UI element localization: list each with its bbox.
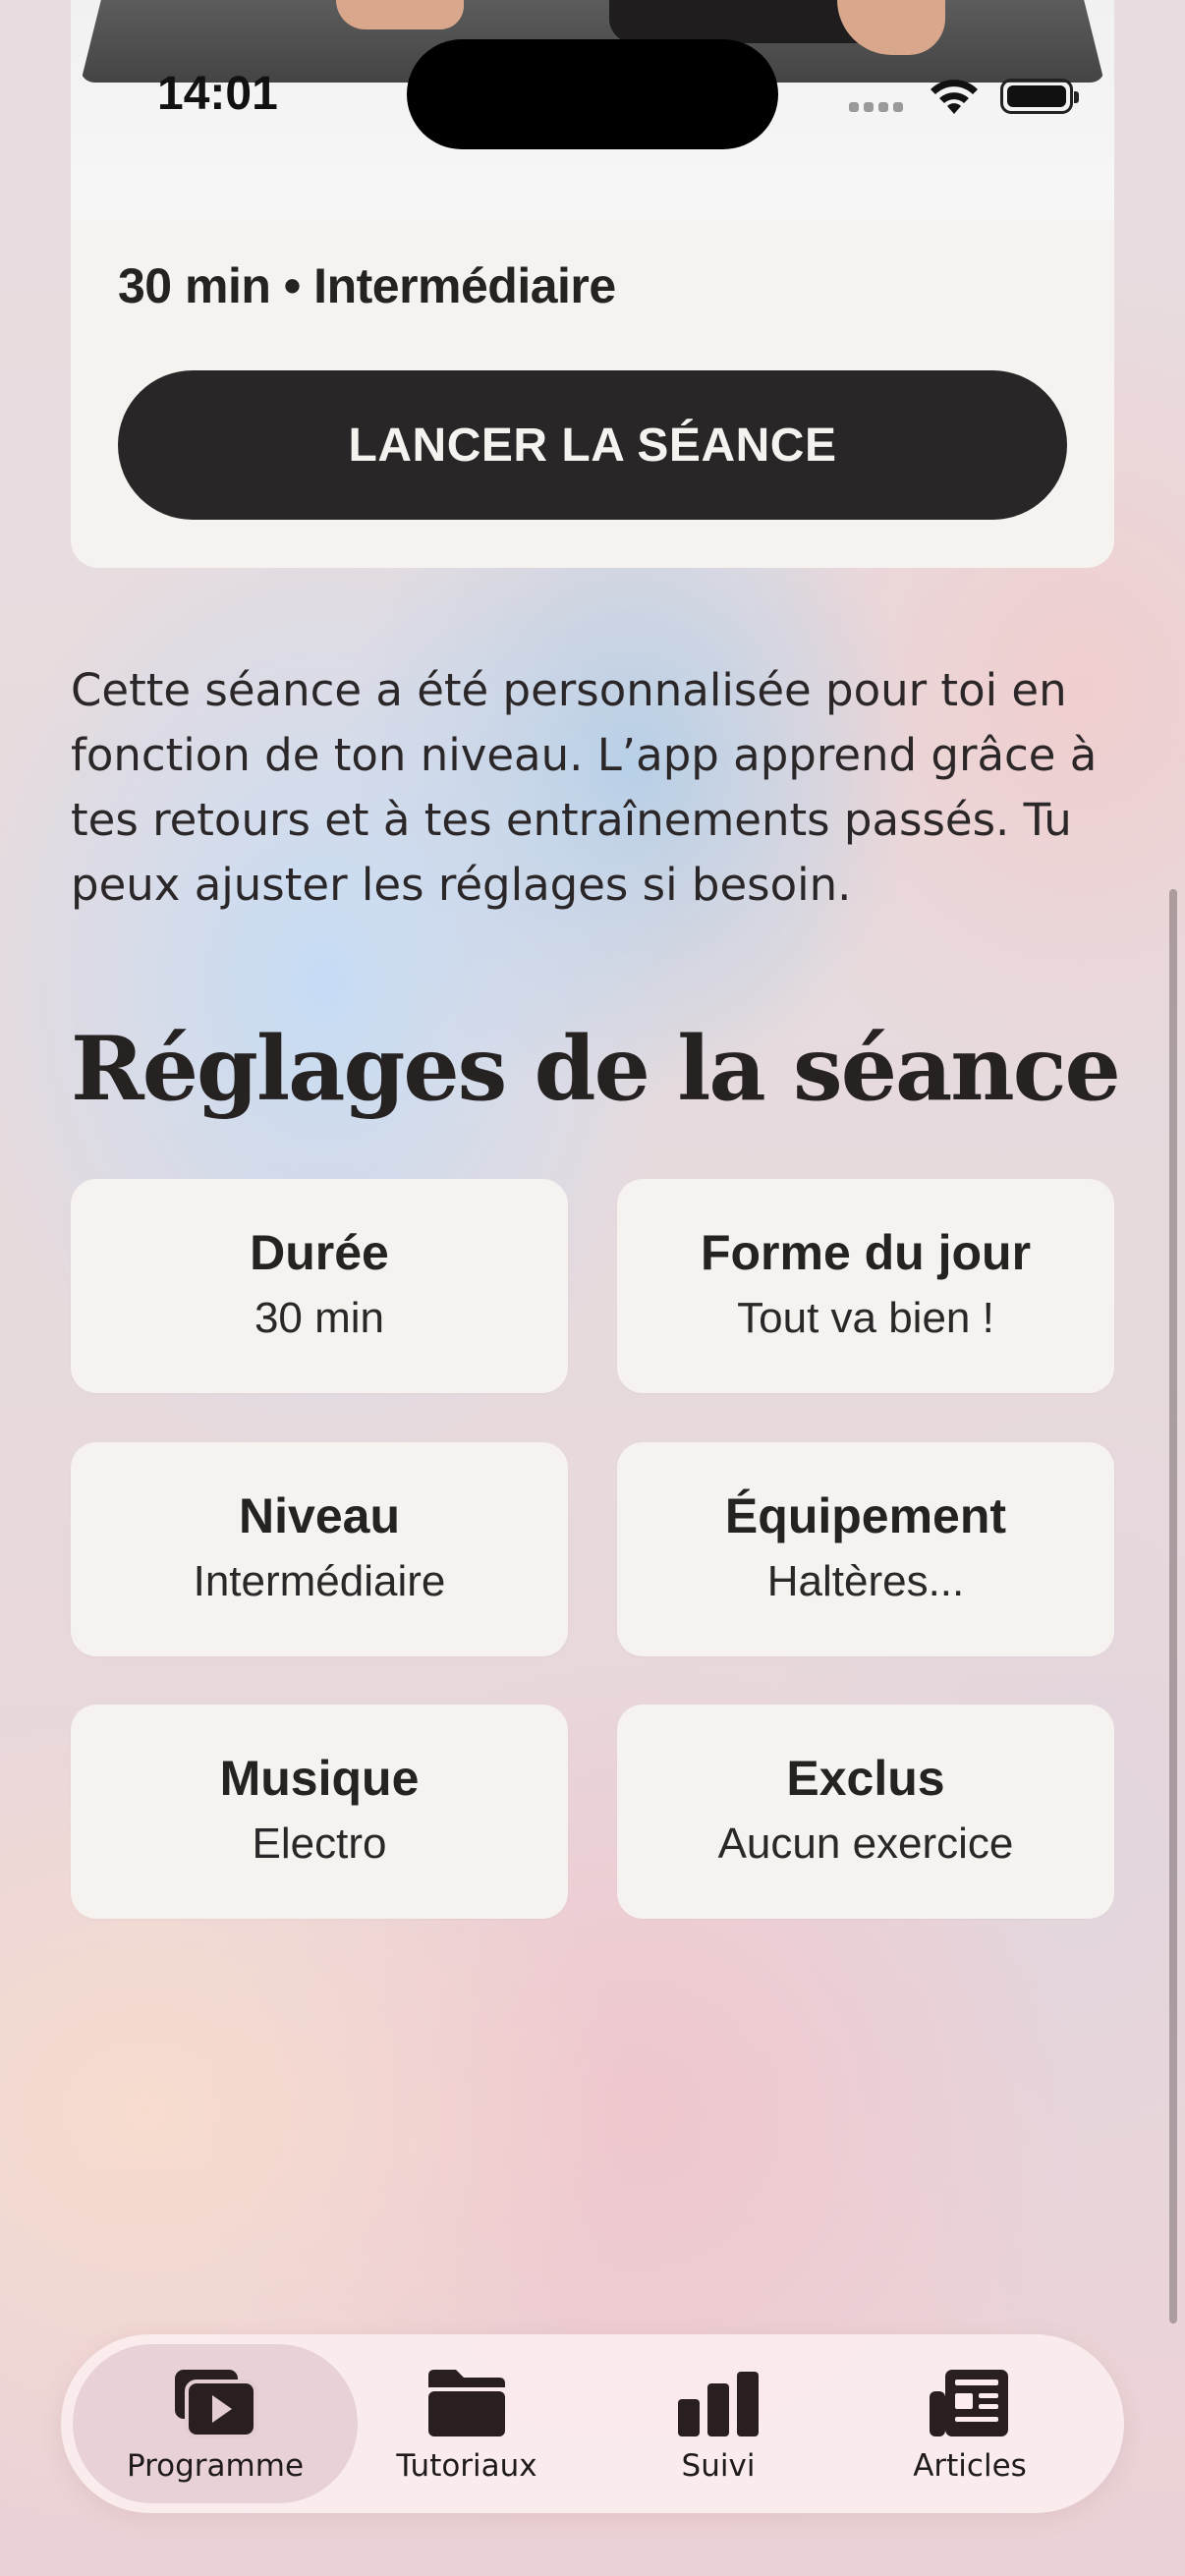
setting-value: Aucun exercice	[717, 1820, 1014, 1868]
setting-label: Exclus	[786, 1751, 945, 1806]
setting-excluded[interactable]	[617, 1705, 1114, 1919]
setting-value: Haltères...	[766, 1557, 965, 1605]
setting-label: Durée	[250, 1225, 389, 1280]
tab-label: Tutoriaux	[396, 2448, 537, 2484]
tab-articles[interactable]	[827, 2344, 1112, 2503]
setting-label: Niveau	[239, 1488, 400, 1543]
status-bar	[0, 0, 1185, 147]
tab-label: Articles	[913, 2448, 1027, 2484]
bar-chart-icon	[674, 2366, 762, 2440]
wifi-icon	[928, 75, 981, 116]
setting-label: Forme du jour	[700, 1225, 1032, 1280]
tab-tutoriaux[interactable]	[324, 2344, 609, 2503]
start-session-button[interactable]: LANCER LA SÉANCE	[118, 370, 1067, 520]
setting-value: Electro	[252, 1820, 387, 1868]
setting-value: 30 min	[254, 1294, 385, 1342]
dynamic-island	[407, 39, 778, 149]
newspaper-icon	[926, 2366, 1014, 2440]
tab-programme[interactable]	[73, 2344, 358, 2503]
tab-bar	[61, 2334, 1124, 2513]
settings-title: Réglages de la séance	[71, 1017, 1119, 1121]
setting-music[interactable]	[71, 1705, 568, 1919]
workout-meta: 30 min • Intermédiaire	[118, 258, 616, 313]
setting-duration[interactable]	[71, 1179, 568, 1393]
tab-label: Programme	[126, 2448, 305, 2484]
cellular-signal-icon	[849, 102, 906, 116]
status-time: 14:01	[157, 68, 278, 120]
setting-level[interactable]	[71, 1442, 568, 1656]
setting-value: Intermédiaire	[193, 1557, 446, 1605]
folder-icon	[423, 2366, 511, 2440]
setting-daily-form[interactable]	[617, 1179, 1114, 1393]
tab-label: Suivi	[681, 2448, 756, 2484]
scrollbar[interactable]	[1169, 889, 1177, 2324]
setting-value: Tout va bien !	[737, 1294, 994, 1342]
session-description: Cette séance a été personnalisée pour toi en fonction de ton niveau. L’app apprend grâce à tes retours et à tes entraînements passés. Tu peux ajuster les réglages si besoin.	[71, 664, 1098, 911]
play-stack-icon	[171, 2366, 259, 2440]
tab-suivi[interactable]	[576, 2344, 861, 2503]
setting-equipment[interactable]	[617, 1442, 1114, 1656]
setting-label: Musique	[219, 1751, 420, 1806]
setting-label: Équipement	[724, 1488, 1007, 1543]
battery-icon	[1000, 79, 1073, 114]
